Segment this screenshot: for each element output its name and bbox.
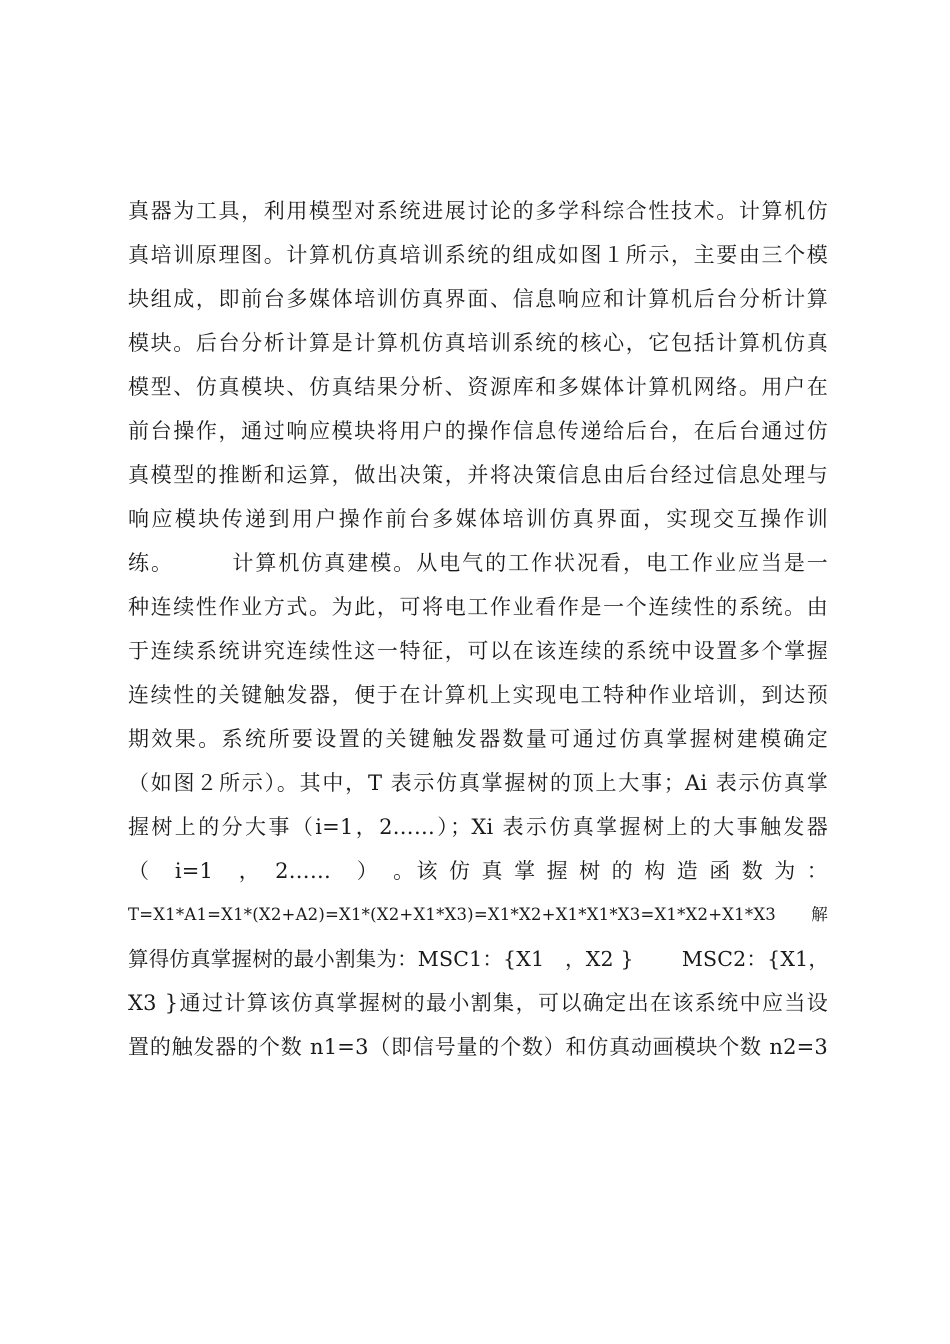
formula-line: T=X1*A1=X1*(X2+A2)=X1*(X2+X1*X3)=X1*X2+X1*X1*X3=X1*X2+X1*X3 解 — [128, 905, 828, 924]
paragraph-line: （如图２所示）。其中，T 表示仿真掌握树的顶上大事；Ai 表示仿真掌 — [128, 771, 828, 795]
paragraph-line: X3 }通过计算该仿真掌握树的最小割集，可以确定出在该系统中应当设 — [128, 991, 828, 1015]
paragraph-line: 握树上的分大事（i=1，2……）；Xi 表示仿真掌握树上的大事触发器 — [128, 815, 828, 839]
paragraph-line: 置的触发器的个数 n1=3（即信号量的个数）和仿真动画模块个数 n2=3 — [128, 1035, 828, 1059]
paragraph-line: 真培训原理图。计算机仿真培训系统的组成如图１所示，主要由三个模 — [128, 243, 828, 267]
paragraph-line: 响应模块传递到用户操作前台多媒体培训仿真界面，实现交互操作训 — [128, 507, 828, 531]
paragraph-line: 真器为工具，利用模型对系统进展讨论的多学科综合性技术。计算机仿 — [128, 199, 828, 223]
paragraph-line: 于连续系统讲究连续性这一特征，可以在该连续的系统中设置多个掌握 — [128, 639, 828, 663]
paragraph-line: 真模型的推断和运算，做出决策，并将决策信息由后台经过信息处理与 — [128, 463, 828, 487]
paragraph-line: 种连续性作业方式。为此，可将电工作业看作是一个连续性的系统。由 — [128, 595, 828, 619]
paragraph-line: 模型、仿真模块、仿真结果分析、资源库和多媒体计算机网络。用户在 — [128, 375, 828, 399]
paragraph-line: 前台操作，通过响应模块将用户的操作信息传递给后台，在后台通过仿 — [128, 419, 828, 443]
paragraph-line: 模块。后台分析计算是计算机仿真培训系统的核心，它包括计算机仿真 — [128, 331, 828, 355]
paragraph-line: 期效果。系统所要设置的关键触发器数量可通过仿真掌握树建模确定 — [128, 727, 828, 751]
paragraph-line: 连续性的关键触发器，便于在计算机上实现电工特种作业培训，到达预 — [128, 683, 828, 707]
paragraph-line: （ i=1 ， 2…… ） 。该 仿 真 掌 握 树 的 构 造 函 数 为 ： — [128, 859, 828, 883]
paragraph-line: 块组成，即前台多媒体培训仿真界面、信息响应和计算机后台分析计算 — [128, 287, 828, 311]
paragraph-line: 算得仿真掌握树的最小割集为：MSC1：{X1 ，X2 } MSC2：{X1， — [128, 947, 830, 971]
paragraph-line: 练。 计算机仿真建模。从电气的工作状况看，电工作业应当是一 — [128, 551, 828, 575]
